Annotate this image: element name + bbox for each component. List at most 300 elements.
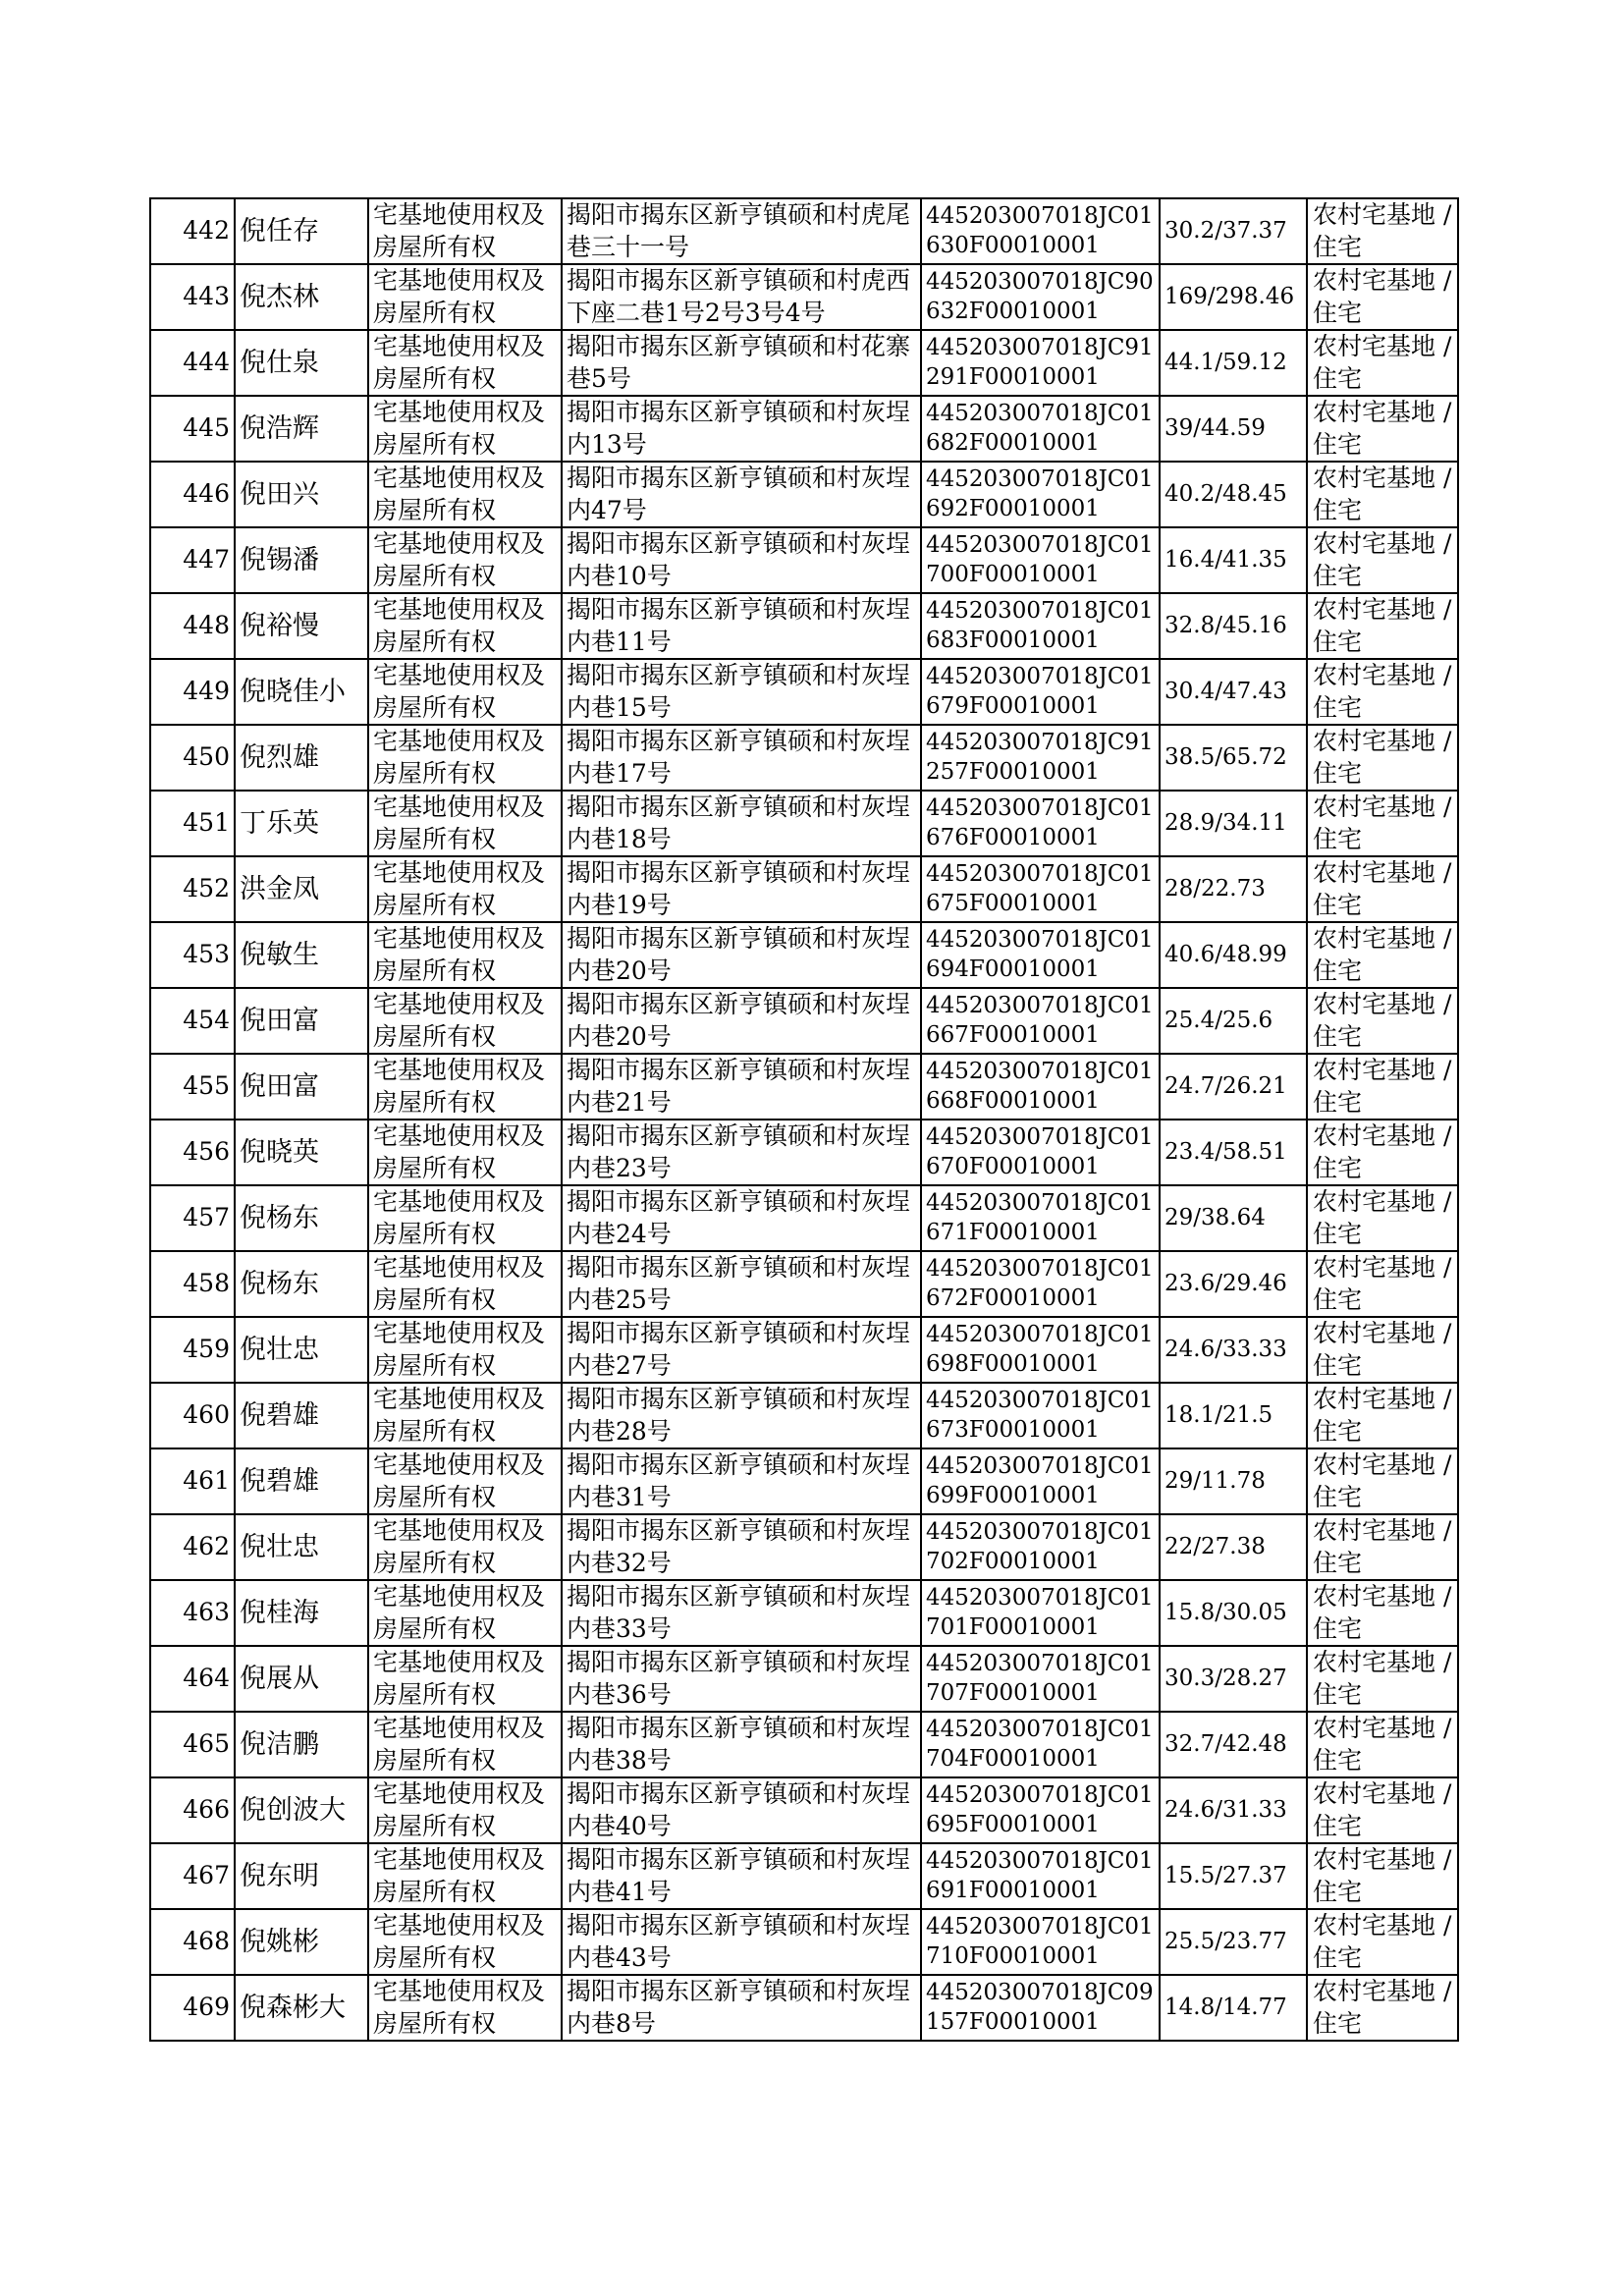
area-cell: [1160, 1514, 1307, 1580]
usage-cell: [1307, 1251, 1458, 1317]
right-type-cell: [368, 462, 562, 527]
right-type-text: 宅基地使用权及房屋所有权: [373, 266, 546, 327]
usage-text: 农村宅基地 / 住宅: [1313, 924, 1452, 985]
owner-name-cell: [235, 330, 368, 396]
unit-code-text: 445203007018JC01710F00010001: [926, 1913, 1154, 1969]
table-row: [150, 725, 1458, 791]
usage-text: 农村宅基地 / 住宅: [1313, 1385, 1452, 1446]
table-row: [150, 396, 1458, 462]
location-text: 揭阳市揭东区新亨镇硕和村灰埕内巷15号: [567, 661, 911, 722]
area-cell: [1160, 1251, 1307, 1317]
location-cell: [562, 330, 921, 396]
area-text: 23.4/58.51: [1164, 1138, 1287, 1165]
location-cell: [562, 1712, 921, 1777]
area-text: 29/38.64: [1164, 1204, 1266, 1230]
table-row: [150, 330, 1458, 396]
area-cell: [1160, 1975, 1307, 2041]
row-number-cell: [150, 1054, 235, 1120]
row-number-text: 443: [183, 282, 230, 311]
area-cell: [1160, 1777, 1307, 1843]
row-number-text: 453: [183, 940, 230, 969]
owner-name-text: 倪洁鹏: [240, 1728, 319, 1760]
unit-code-text: 445203007018JC01704F00010001: [926, 1716, 1154, 1772]
right-type-text: 宅基地使用权及房屋所有权: [373, 1911, 546, 1972]
table-row: [150, 856, 1458, 922]
usage-cell: [1307, 1646, 1458, 1712]
right-type-text: 宅基地使用权及房屋所有权: [373, 924, 546, 985]
location-cell: [562, 856, 921, 922]
right-type-text: 宅基地使用权及房屋所有权: [373, 1714, 546, 1775]
usage-cell: [1307, 330, 1458, 396]
owner-name-text: 倪田兴: [240, 478, 319, 510]
area-cell: [1160, 1580, 1307, 1646]
area-cell: [1160, 1120, 1307, 1185]
right-type-cell: [368, 1777, 562, 1843]
location-text: 揭阳市揭东区新亨镇硕和村灰埕内巷25号: [567, 1253, 911, 1314]
location-cell: [562, 725, 921, 791]
right-type-text: 宅基地使用权及房屋所有权: [373, 464, 546, 524]
right-type-text: 宅基地使用权及房屋所有权: [373, 1977, 546, 2038]
area-cell: [1160, 198, 1307, 264]
row-number-cell: [150, 791, 235, 856]
table-row: [150, 593, 1458, 659]
unit-code-cell: [921, 593, 1160, 659]
table-row: [150, 1975, 1458, 2041]
usage-cell: [1307, 1120, 1458, 1185]
location-text: 揭阳市揭东区新亨镇硕和村灰埕内巷18号: [567, 792, 911, 853]
usage-cell: [1307, 1383, 1458, 1448]
row-number-cell: [150, 1120, 235, 1185]
usage-cell: [1307, 1843, 1458, 1909]
usage-text: 农村宅基地 / 住宅: [1313, 792, 1452, 853]
location-cell: [562, 527, 921, 593]
usage-text: 农村宅基地 / 住宅: [1313, 1779, 1452, 1840]
unit-code-text: 445203007018JC01691F00010001: [926, 1847, 1154, 1903]
owner-name-cell: [235, 198, 368, 264]
location-cell: [562, 396, 921, 462]
table-row: [150, 1185, 1458, 1251]
area-cell: [1160, 462, 1307, 527]
usage-cell: [1307, 527, 1458, 593]
table-row: [150, 1712, 1458, 1777]
row-number-text: 452: [183, 874, 230, 903]
usage-cell: [1307, 988, 1458, 1054]
usage-text: 农村宅基地 / 住宅: [1313, 1648, 1452, 1709]
unit-code-text: 445203007018JC01692F00010001: [926, 465, 1154, 521]
area-text: 25.5/23.77: [1164, 1928, 1287, 1954]
unit-code-cell: [921, 922, 1160, 988]
right-type-text: 宅基地使用权及房屋所有权: [373, 1385, 546, 1446]
area-text: 14.8/14.77: [1164, 1994, 1287, 2020]
unit-code-cell: [921, 1317, 1160, 1383]
row-number-text: 460: [183, 1400, 230, 1430]
area-cell: [1160, 1909, 1307, 1975]
right-type-text: 宅基地使用权及房屋所有权: [373, 1187, 546, 1248]
usage-text: 农村宅基地 / 住宅: [1313, 464, 1452, 524]
area-cell: [1160, 527, 1307, 593]
right-type-text: 宅基地使用权及房屋所有权: [373, 1056, 546, 1117]
area-text: 16.4/41.35: [1164, 546, 1287, 573]
unit-code-text: 445203007018JC01699F00010001: [926, 1452, 1154, 1508]
usage-cell: [1307, 1909, 1458, 1975]
unit-code-text: 445203007018JC01670F00010001: [926, 1123, 1154, 1179]
unit-code-cell: [921, 198, 1160, 264]
row-number-text: 457: [183, 1203, 230, 1232]
row-number-text: 463: [183, 1598, 230, 1627]
usage-text: 农村宅基地 / 住宅: [1313, 1319, 1452, 1380]
table-row: [150, 1383, 1458, 1448]
unit-code-cell: [921, 659, 1160, 725]
location-cell: [562, 988, 921, 1054]
table-body: [150, 198, 1458, 2041]
area-text: 30.2/37.37: [1164, 217, 1287, 244]
table-row: [150, 198, 1458, 264]
owner-name-text: 倪杨东: [240, 1268, 319, 1299]
row-number-text: 444: [183, 348, 230, 377]
unit-code-text: 445203007018JC90632F00010001: [926, 268, 1154, 324]
area-cell: [1160, 396, 1307, 462]
usage-text: 农村宅基地 / 住宅: [1313, 1911, 1452, 1972]
usage-text: 农村宅基地 / 住宅: [1313, 1714, 1452, 1775]
unit-code-cell: [921, 988, 1160, 1054]
right-type-cell: [368, 725, 562, 791]
location-text: 揭阳市揭东区新亨镇硕和村灰埕内巷27号: [567, 1319, 911, 1380]
owner-name-text: 倪壮忠: [240, 1531, 319, 1562]
location-cell: [562, 593, 921, 659]
owner-name-text: 倪创波大: [240, 1794, 346, 1826]
area-cell: [1160, 659, 1307, 725]
area-text: 24.6/31.33: [1164, 1796, 1287, 1823]
usage-text: 农村宅基地 / 住宅: [1313, 529, 1452, 590]
location-cell: [562, 922, 921, 988]
unit-code-cell: [921, 1514, 1160, 1580]
usage-cell: [1307, 396, 1458, 462]
row-number-text: 448: [183, 611, 230, 640]
usage-cell: [1307, 1448, 1458, 1514]
usage-text: 农村宅基地 / 住宅: [1313, 1977, 1452, 2038]
row-number-cell: [150, 593, 235, 659]
unit-code-text: 445203007018JC01682F00010001: [926, 400, 1154, 456]
unit-code-cell: [921, 1383, 1160, 1448]
table-row: [150, 1251, 1458, 1317]
owner-name-text: 倪晓佳小: [240, 676, 346, 707]
location-text: 揭阳市揭东区新亨镇硕和村虎尾巷三十一号: [567, 200, 911, 261]
owner-name-cell: [235, 1909, 368, 1975]
owner-name-cell: [235, 1054, 368, 1120]
location-text: 揭阳市揭东区新亨镇硕和村灰埕内巷43号: [567, 1911, 911, 1972]
row-number-cell: [150, 856, 235, 922]
owner-name-text: 倪杨东: [240, 1202, 319, 1233]
table-row: [150, 1843, 1458, 1909]
unit-code-cell: [921, 1777, 1160, 1843]
row-number-cell: [150, 1975, 235, 2041]
usage-text: 农村宅基地 / 住宅: [1313, 595, 1452, 656]
owner-name-cell: [235, 1975, 368, 2041]
row-number-text: 445: [183, 413, 230, 443]
right-type-cell: [368, 264, 562, 330]
location-cell: [562, 1909, 921, 1975]
owner-name-cell: [235, 1251, 368, 1317]
right-type-text: 宅基地使用权及房屋所有权: [373, 1121, 546, 1182]
area-text: 24.7/26.21: [1164, 1072, 1287, 1099]
usage-cell: [1307, 791, 1458, 856]
unit-code-cell: [921, 1975, 1160, 2041]
area-text: 40.6/48.99: [1164, 941, 1287, 967]
owner-name-text: 倪田富: [240, 1005, 319, 1036]
right-type-cell: [368, 1251, 562, 1317]
right-type-cell: [368, 1514, 562, 1580]
location-cell: [562, 1777, 921, 1843]
unit-code-text: 445203007018JC01676F00010001: [926, 794, 1154, 850]
usage-text: 农村宅基地 / 住宅: [1313, 661, 1452, 722]
unit-code-text: 445203007018JC01671F00010001: [926, 1189, 1154, 1245]
row-number-text: 449: [183, 677, 230, 706]
owner-name-cell: [235, 1317, 368, 1383]
area-text: 30.4/47.43: [1164, 678, 1287, 704]
row-number-cell: [150, 396, 235, 462]
owner-name-text: 倪烈雄: [240, 741, 319, 773]
table-row: [150, 659, 1458, 725]
unit-code-cell: [921, 1054, 1160, 1120]
row-number-text: 465: [183, 1729, 230, 1759]
owner-name-text: 倪展从: [240, 1663, 319, 1694]
location-cell: [562, 791, 921, 856]
unit-code-text: 445203007018JC01701F00010001: [926, 1584, 1154, 1640]
row-number-cell: [150, 1777, 235, 1843]
area-cell: [1160, 330, 1307, 396]
right-type-cell: [368, 198, 562, 264]
right-type-cell: [368, 1909, 562, 1975]
area-text: 28/22.73: [1164, 875, 1266, 902]
right-type-cell: [368, 593, 562, 659]
area-text: 169/298.46: [1164, 283, 1295, 309]
right-type-text: 宅基地使用权及房屋所有权: [373, 858, 546, 919]
owner-name-cell: [235, 1646, 368, 1712]
owner-name-cell: [235, 988, 368, 1054]
right-type-cell: [368, 988, 562, 1054]
row-number-cell: [150, 462, 235, 527]
row-number-cell: [150, 1383, 235, 1448]
area-text: 39/44.59: [1164, 414, 1266, 441]
right-type-cell: [368, 396, 562, 462]
location-text: 揭阳市揭东区新亨镇硕和村灰埕内巷11号: [567, 595, 911, 656]
right-type-text: 宅基地使用权及房屋所有权: [373, 398, 546, 459]
location-text: 揭阳市揭东区新亨镇硕和村灰埕内巷20号: [567, 924, 911, 985]
registry-table: [149, 197, 1459, 2042]
usage-text: 农村宅基地 / 住宅: [1313, 1121, 1452, 1182]
owner-name-text: 倪森彬大: [240, 1992, 346, 2023]
unit-code-cell: [921, 1580, 1160, 1646]
area-text: 15.8/30.05: [1164, 1599, 1287, 1625]
owner-name-cell: [235, 1514, 368, 1580]
owner-name-text: 丁乐英: [240, 807, 319, 839]
right-type-text: 宅基地使用权及房屋所有权: [373, 332, 546, 393]
table-row: [150, 527, 1458, 593]
usage-text: 农村宅基地 / 住宅: [1313, 1187, 1452, 1248]
right-type-text: 宅基地使用权及房屋所有权: [373, 1582, 546, 1643]
location-text: 揭阳市揭东区新亨镇硕和村灰埕内巷17号: [567, 727, 911, 788]
location-cell: [562, 1975, 921, 2041]
owner-name-cell: [235, 1383, 368, 1448]
table-row: [150, 988, 1458, 1054]
unit-code-text: 445203007018JC01668F00010001: [926, 1058, 1154, 1114]
unit-code-cell: [921, 1251, 1160, 1317]
right-type-text: 宅基地使用权及房屋所有权: [373, 661, 546, 722]
area-cell: [1160, 791, 1307, 856]
row-number-text: 455: [183, 1071, 230, 1101]
row-number-text: 459: [183, 1335, 230, 1364]
row-number-text: 467: [183, 1861, 230, 1890]
location-text: 揭阳市揭东区新亨镇硕和村灰埕内巷32号: [567, 1516, 911, 1577]
unit-code-text: 445203007018JC01695F00010001: [926, 1781, 1154, 1837]
location-cell: [562, 1646, 921, 1712]
right-type-cell: [368, 791, 562, 856]
owner-name-text: 倪仕泉: [240, 347, 319, 378]
unit-code-cell: [921, 1646, 1160, 1712]
usage-cell: [1307, 593, 1458, 659]
location-text: 揭阳市揭东区新亨镇硕和村灰埕内巷28号: [567, 1385, 911, 1446]
area-text: 18.1/21.5: [1164, 1401, 1273, 1428]
unit-code-cell: [921, 527, 1160, 593]
location-text: 揭阳市揭东区新亨镇硕和村灰埕内巷8号: [567, 1977, 911, 2038]
unit-code-cell: [921, 264, 1160, 330]
owner-name-cell: [235, 462, 368, 527]
unit-code-text: 445203007018JC91257F00010001: [926, 729, 1154, 785]
right-type-text: 宅基地使用权及房屋所有权: [373, 595, 546, 656]
area-cell: [1160, 1383, 1307, 1448]
area-cell: [1160, 593, 1307, 659]
row-number-text: 469: [183, 1993, 230, 2022]
row-number-text: 454: [183, 1006, 230, 1035]
location-text: 揭阳市揭东区新亨镇硕和村虎西下座二巷1号2号3号4号: [567, 266, 911, 327]
right-type-text: 宅基地使用权及房屋所有权: [373, 990, 546, 1051]
row-number-cell: [150, 1712, 235, 1777]
owner-name-text: 倪壮忠: [240, 1334, 319, 1365]
row-number-cell: [150, 527, 235, 593]
area-cell: [1160, 1712, 1307, 1777]
right-type-cell: [368, 527, 562, 593]
right-type-cell: [368, 659, 562, 725]
unit-code-text: 445203007018JC09157F00010001: [926, 1979, 1154, 2035]
unit-code-text: 445203007018JC01673F00010001: [926, 1387, 1154, 1443]
unit-code-text: 445203007018JC01672F00010001: [926, 1255, 1154, 1311]
unit-code-text: 445203007018JC01698F00010001: [926, 1321, 1154, 1377]
usage-cell: [1307, 1580, 1458, 1646]
usage-text: 农村宅基地 / 住宅: [1313, 1845, 1452, 1906]
location-text: 揭阳市揭东区新亨镇硕和村灰埕内巷31号: [567, 1450, 911, 1511]
usage-text: 农村宅基地 / 住宅: [1313, 266, 1452, 327]
right-type-cell: [368, 1646, 562, 1712]
unit-code-cell: [921, 1448, 1160, 1514]
area-text: 25.4/25.6: [1164, 1007, 1273, 1033]
area-text: 29/11.78: [1164, 1467, 1266, 1494]
location-text: 揭阳市揭东区新亨镇硕和村灰埕内巷10号: [567, 529, 911, 590]
usage-text: 农村宅基地 / 住宅: [1313, 1253, 1452, 1314]
unit-code-text: 445203007018JC01630F00010001: [926, 202, 1154, 258]
location-text: 揭阳市揭东区新亨镇硕和村花寨巷5号: [567, 332, 911, 393]
location-cell: [562, 659, 921, 725]
area-text: 40.2/48.45: [1164, 480, 1287, 507]
row-number-cell: [150, 1251, 235, 1317]
owner-name-text: 倪田富: [240, 1070, 319, 1102]
location-text: 揭阳市揭东区新亨镇硕和村灰埕内巷36号: [567, 1648, 911, 1709]
location-cell: [562, 198, 921, 264]
usage-text: 农村宅基地 / 住宅: [1313, 398, 1452, 459]
location-cell: [562, 1054, 921, 1120]
unit-code-cell: [921, 1843, 1160, 1909]
area-text: 32.7/42.48: [1164, 1730, 1287, 1757]
usage-text: 农村宅基地 / 住宅: [1313, 858, 1452, 919]
owner-name-text: 倪晓英: [240, 1136, 319, 1168]
row-number-cell: [150, 1185, 235, 1251]
owner-name-cell: [235, 922, 368, 988]
owner-name-cell: [235, 1580, 368, 1646]
usage-text: 农村宅基地 / 住宅: [1313, 1450, 1452, 1511]
row-number-cell: [150, 1646, 235, 1712]
unit-code-text: 445203007018JC01667F00010001: [926, 992, 1154, 1048]
owner-name-text: 倪锡潘: [240, 544, 319, 575]
owner-name-cell: [235, 1777, 368, 1843]
unit-code-text: 445203007018JC01683F00010001: [926, 597, 1154, 653]
right-type-text: 宅基地使用权及房屋所有权: [373, 200, 546, 261]
row-number-cell: [150, 1514, 235, 1580]
table-row: [150, 1580, 1458, 1646]
table-row: [150, 1054, 1458, 1120]
table-row: [150, 264, 1458, 330]
owner-name-cell: [235, 593, 368, 659]
right-type-text: 宅基地使用权及房屋所有权: [373, 727, 546, 788]
owner-name-text: 倪敏生: [240, 939, 319, 970]
right-type-text: 宅基地使用权及房屋所有权: [373, 1648, 546, 1709]
owner-name-cell: [235, 659, 368, 725]
right-type-cell: [368, 856, 562, 922]
area-text: 44.1/59.12: [1164, 349, 1287, 375]
owner-name-cell: [235, 396, 368, 462]
area-cell: [1160, 1646, 1307, 1712]
right-type-cell: [368, 1054, 562, 1120]
owner-name-cell: [235, 791, 368, 856]
usage-cell: [1307, 1185, 1458, 1251]
right-type-cell: [368, 1185, 562, 1251]
location-text: 揭阳市揭东区新亨镇硕和村灰埕内巷40号: [567, 1779, 911, 1840]
location-text: 揭阳市揭东区新亨镇硕和村灰埕内巷23号: [567, 1121, 911, 1182]
location-cell: [562, 1514, 921, 1580]
right-type-cell: [368, 1843, 562, 1909]
owner-name-text: 倪杰林: [240, 281, 319, 312]
row-number-text: 446: [183, 479, 230, 509]
owner-name-text: 倪碧雄: [240, 1465, 319, 1497]
usage-cell: [1307, 1514, 1458, 1580]
table-row: [150, 1317, 1458, 1383]
table-row: [150, 1909, 1458, 1975]
usage-cell: [1307, 198, 1458, 264]
right-type-text: 宅基地使用权及房屋所有权: [373, 1450, 546, 1511]
right-type-text: 宅基地使用权及房屋所有权: [373, 1779, 546, 1840]
location-cell: [562, 1120, 921, 1185]
owner-name-text: 倪碧雄: [240, 1399, 319, 1431]
usage-cell: [1307, 922, 1458, 988]
unit-code-text: 445203007018JC91291F00010001: [926, 334, 1154, 390]
usage-cell: [1307, 725, 1458, 791]
usage-text: 农村宅基地 / 住宅: [1313, 1056, 1452, 1117]
usage-cell: [1307, 856, 1458, 922]
table-row: [150, 1514, 1458, 1580]
location-cell: [562, 1383, 921, 1448]
area-text: 32.8/45.16: [1164, 612, 1287, 638]
usage-text: 农村宅基地 / 住宅: [1313, 990, 1452, 1051]
unit-code-text: 445203007018JC01700F00010001: [926, 531, 1154, 587]
unit-code-cell: [921, 1120, 1160, 1185]
